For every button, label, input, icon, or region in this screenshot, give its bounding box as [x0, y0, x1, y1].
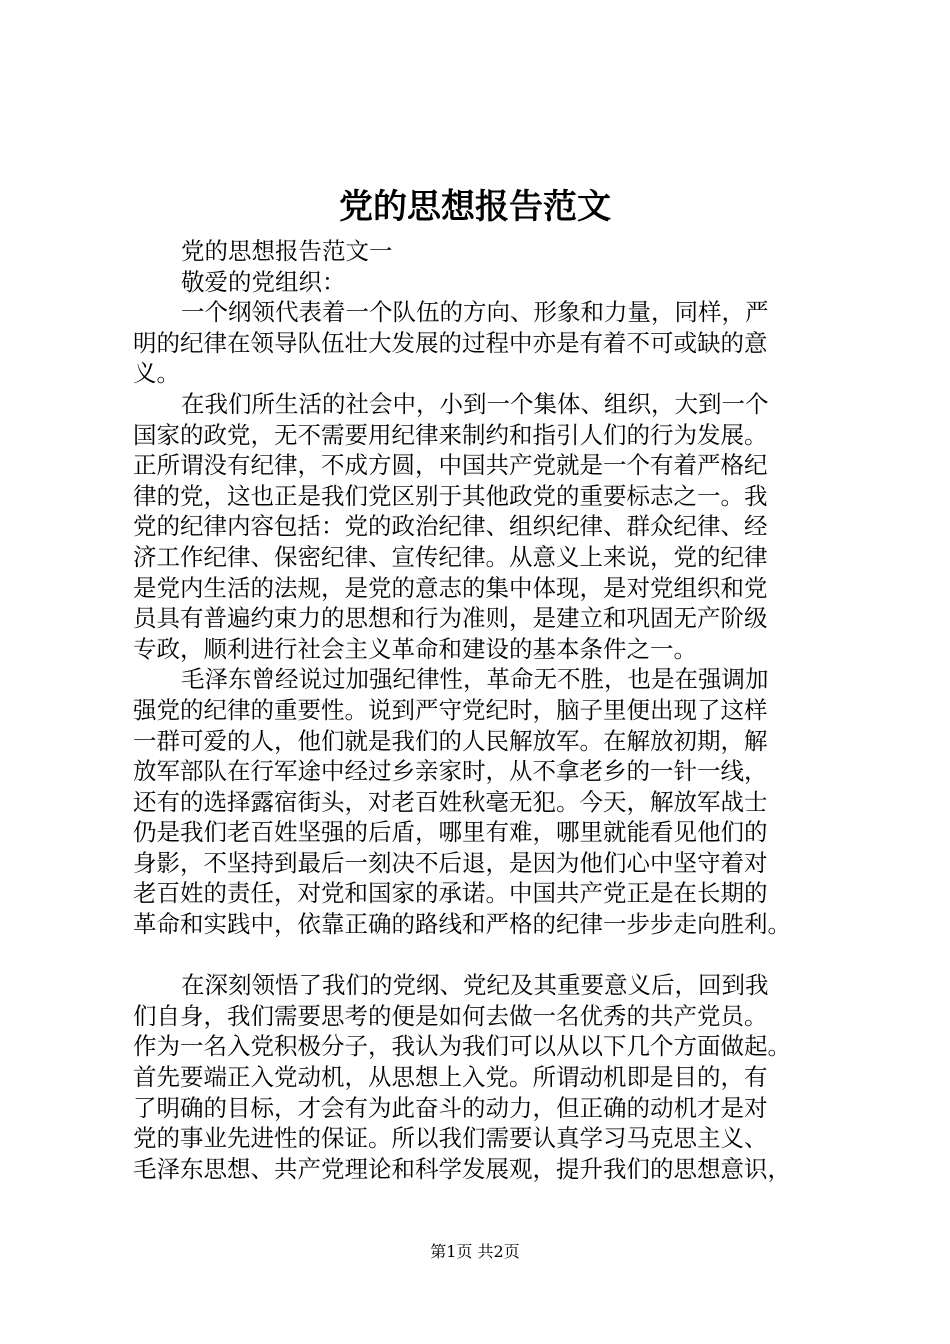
text-line: 国家的政党，无不需要用纪律来制约和指引人们的行为发展。: [133, 420, 768, 449]
text-line: 一群可爱的人，他们就是我们的人民解放军。在解放初期，解: [133, 726, 768, 755]
text-line: 正所谓没有纪律，不成方圆，中国共产党就是一个有着严格纪: [133, 451, 768, 480]
text-line: 了明确的目标，才会有为此奋斗的动力，但正确的动机才是对: [133, 1093, 768, 1122]
text-line: 在我们所生活的社会中，小到一个集体、组织，大到一个: [181, 389, 769, 418]
text-line: 身影，不坚持到最后一刻决不后退，是因为他们心中坚守着对: [133, 848, 768, 877]
text-line: 专政，顺利进行社会主义革命和建设的基本条件之一。: [133, 634, 697, 663]
document-title: 党的思想报告范文: [339, 187, 611, 227]
blank-line: [133, 940, 861, 971]
text-line: 作为一名入党积极分子，我认为我们可以从以下几个方面做起。: [133, 1032, 791, 1061]
text-line: 党的纪律内容包括：党的政治纪律、组织纪律、群众纪律、经: [133, 512, 768, 541]
text-line: 党的事业先进性的保证。所以我们需要认真学习马克思主义、: [133, 1124, 768, 1153]
document-body: [133, 236, 861, 1184]
text-line: 们自身，我们需要思考的便是如何去做一名优秀的共产党员。: [133, 1001, 768, 1030]
text-line: 在深刻领悟了我们的党纲、党纪及其重要意义后，回到我: [181, 971, 769, 1000]
text-line: 仍是我们老百姓坚强的后盾，哪里有难，哪里就能看见他们的: [133, 818, 768, 847]
text-line: 济工作纪律、保密纪律、宣传纪律。从意义上来说，党的纪律: [133, 542, 768, 571]
text-line: 是党内生活的法规，是党的意志的集中体现，是对党组织和党: [133, 573, 768, 602]
text-line: 强党的纪律的重要性。说到严守党纪时，脑子里便出现了这样: [133, 695, 768, 724]
text-line: 律的党，这也正是我们党区别于其他政党的重要标志之一。我: [133, 481, 768, 510]
text-line: 毛泽东思想、共产党理论和科学发展观，提升我们的思想意识，: [133, 1154, 791, 1183]
text-line: 革命和实践中，依靠正确的路线和严格的纪律一步步走向胜利。: [133, 910, 791, 939]
text-line: 义。: [133, 359, 180, 388]
page-footer: 第1页 共2页: [430, 1242, 520, 1261]
text-line: 毛泽东曾经说过加强纪律性，革命无不胜，也是在强调加: [181, 665, 769, 694]
text-line: 员具有普遍约束力的思想和行为准则，是建立和巩固无产阶级: [133, 604, 768, 633]
text-line: 一个纲领代表着一个队伍的方向、形象和力量，同样，严: [181, 298, 769, 327]
text-line: 老百姓的责任，对党和国家的承诺。中国共产党正是在长期的: [133, 879, 768, 908]
text-line: 还有的选择露宿街头，对老百姓秋毫无犯。今天，解放军战士: [133, 787, 768, 816]
text-line: 敬爱的党组织：: [181, 267, 346, 296]
text-line: 放军部队在行军途中经过乡亲家时，从不拿老乡的一针一线，: [133, 757, 768, 786]
text-line: 党的思想报告范文一: [181, 237, 393, 265]
text-line: 首先要端正入党动机，从思想上入党。所谓动机即是目的，有: [133, 1063, 768, 1092]
text-line: 明的纪律在领导队伍壮大发展的过程中亦是有着不可或缺的意: [133, 328, 768, 357]
